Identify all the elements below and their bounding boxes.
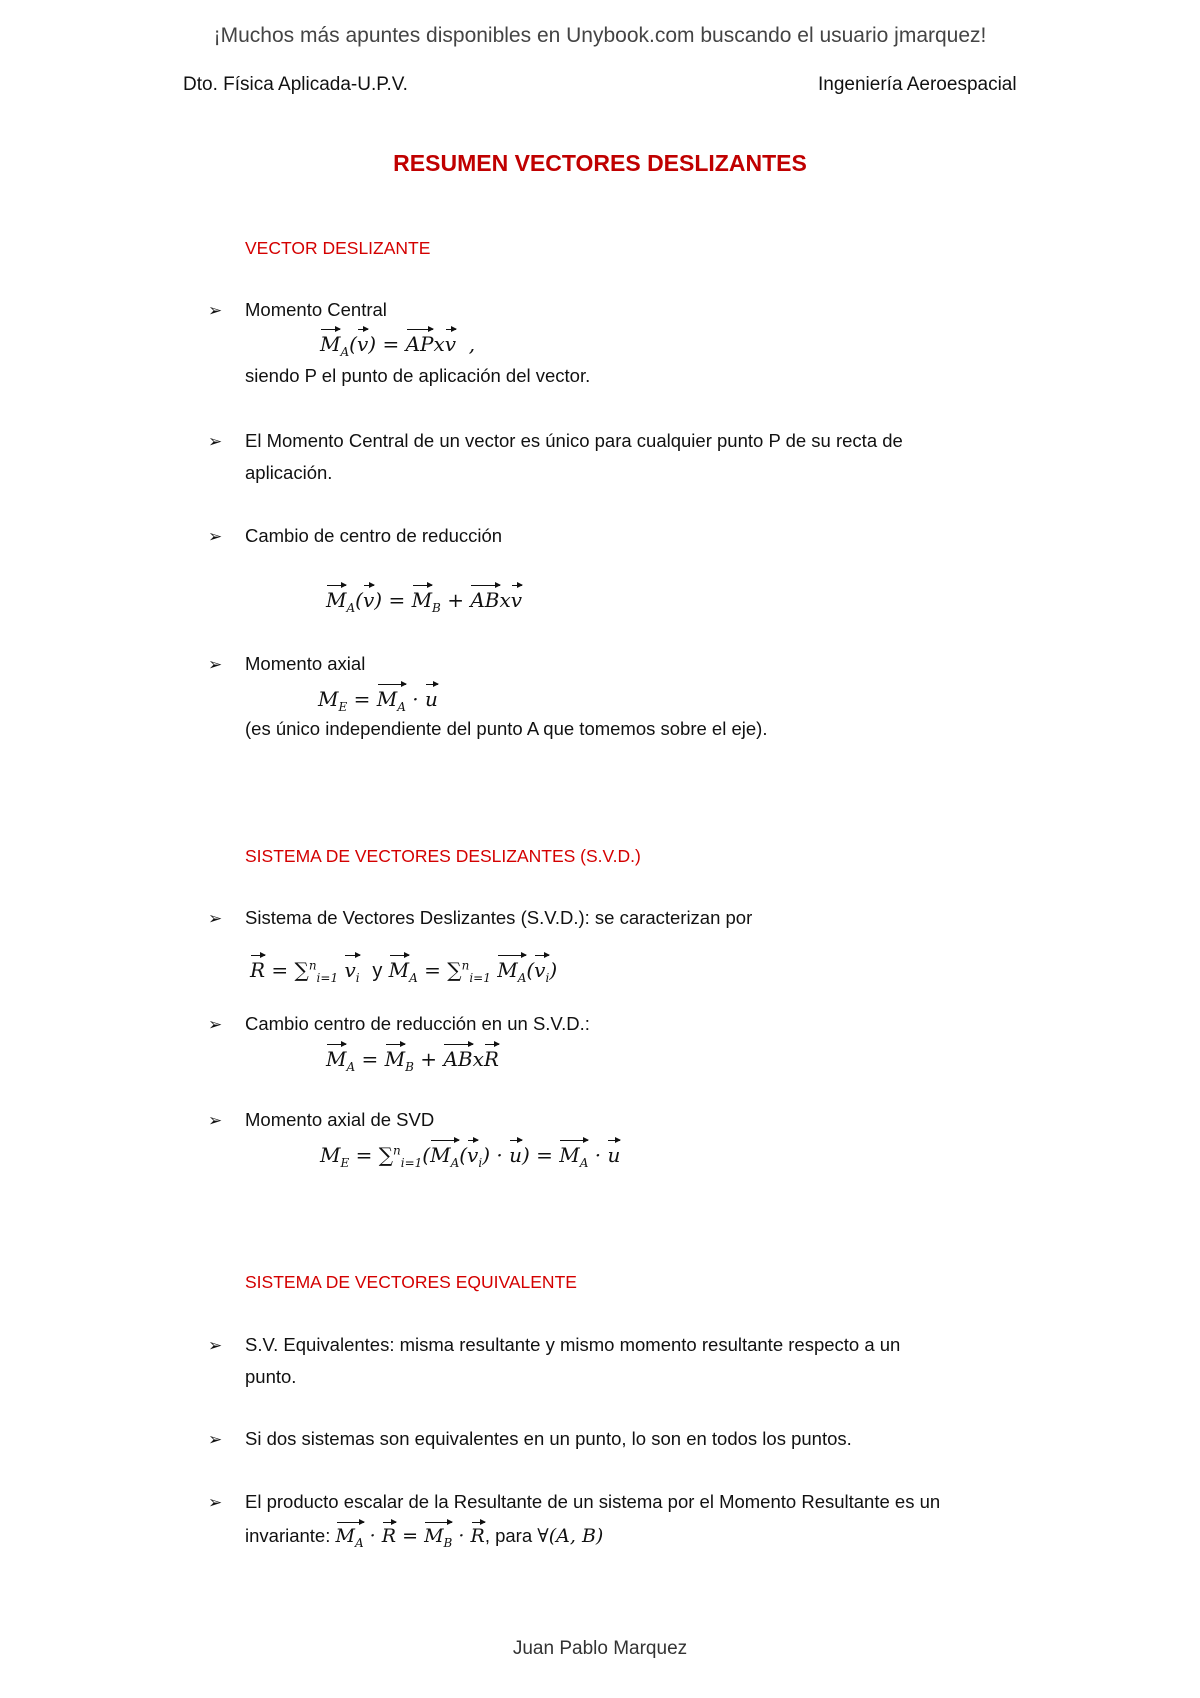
bullet-icon: ➢ [208,1111,223,1130]
equation-momento-central: $M_A(v)$ = APxv , [320,332,476,359]
section-heading-svd: SISTEMA DE VECTORES DESLIZANTES (S.V.D.) [245,846,641,866]
list-item-producto-escalar: El producto escalar de la Resultante de un sistema por el Momento Resultante es un [245,1491,941,1512]
bullet-icon: ➢ [208,527,223,546]
bullet-icon: ➢ [208,1430,223,1449]
list-item-momento-unico: El Momento Central de un vector es único para cualquier punto P de su recta de [245,430,903,451]
bullet-icon: ➢ [208,432,223,451]
list-item-equivalentes-todos-puntos: Si dos sistemas son equivalentes en un punto, lo son en todos los puntos. [245,1428,852,1449]
section-heading-equivalente: SISTEMA DE VECTORES EQUIVALENTE [245,1272,577,1292]
equation-para-todo: ∀(A, B) [537,1525,604,1547]
header-degree: Ingeniería Aeroespacial [818,74,1017,95]
header-department: Dto. Física Aplicada-U.P.V. [183,74,408,95]
bullet-icon: ➢ [208,655,223,674]
equation-cambio-centro: $M_A(v) = M_B$ + ABxv [326,588,523,615]
bullet-icon: ➢ [208,1015,223,1034]
list-item-svd-definicion: Sistema de Vectores Deslizantes (S.V.D.): se caracterizan por [245,907,753,928]
list-item-momento-axial: Momento axial [245,653,366,674]
bullet-icon: ➢ [208,909,223,928]
equation-svd-momento-axial: $M_E = \sum^n_{i=1}(M_A(v_i) \cdot u) = M_A \cdot u$ [320,1143,621,1170]
footer-author: Juan Pablo Marquez [512,1638,688,1659]
list-item-sv-equivalentes-cont: punto. [245,1366,297,1387]
list-item-cambio-centro: Cambio de centro de reducción [245,525,503,546]
list-item-sv-equivalentes: S.V. Equivalentes: misma resultante y mismo momento resultante respecto a un [245,1334,901,1355]
bullet-icon: ➢ [208,1336,223,1355]
note-punto-aplicacion: siendo P el punto de aplicación del vector. [245,365,591,386]
invariante-prefix: invariante: [245,1525,336,1546]
equation-svd-resultante: R = ∑$^n_{i=1}$ $v_i$ y $M_A = \sum^n_{i=1}$ $M_A(v_i)$ [250,958,558,985]
list-item-momento-unico-cont: aplicación. [245,462,333,483]
watermark-banner: ¡Muchos más apuntes disponibles en Unybook.com buscando el usuario jmarquez! [213,24,987,47]
section-heading-vector-deslizante: VECTOR DESLIZANTE [245,238,431,258]
list-item-svd-momento-axial: Momento axial de SVD [245,1109,435,1130]
list-item-momento-central: Momento Central [245,299,387,320]
list-item-svd-cambio-centro: Cambio centro de reducción en un S.V.D.: [245,1013,590,1034]
note-unico-eje: (es único independiente del punto A que tomemos sobre el eje). [245,718,768,739]
equation-momento-axial: $M_E = M_A \cdot u$ [318,687,438,714]
equation-invariante: $M_A \cdot R = M_B \cdot R$ [335,1525,485,1550]
equation-svd-cambio-centro: $M_A = M_B$ + ABxR [326,1047,499,1074]
bullet-icon: ➢ [208,301,223,320]
page-title: RESUMEN VECTORES DESLIZANTES [393,150,807,176]
bullet-icon: ➢ [208,1493,223,1512]
list-item-invariante [245,1525,603,1550]
invariante-suffix: , para [484,1525,533,1546]
